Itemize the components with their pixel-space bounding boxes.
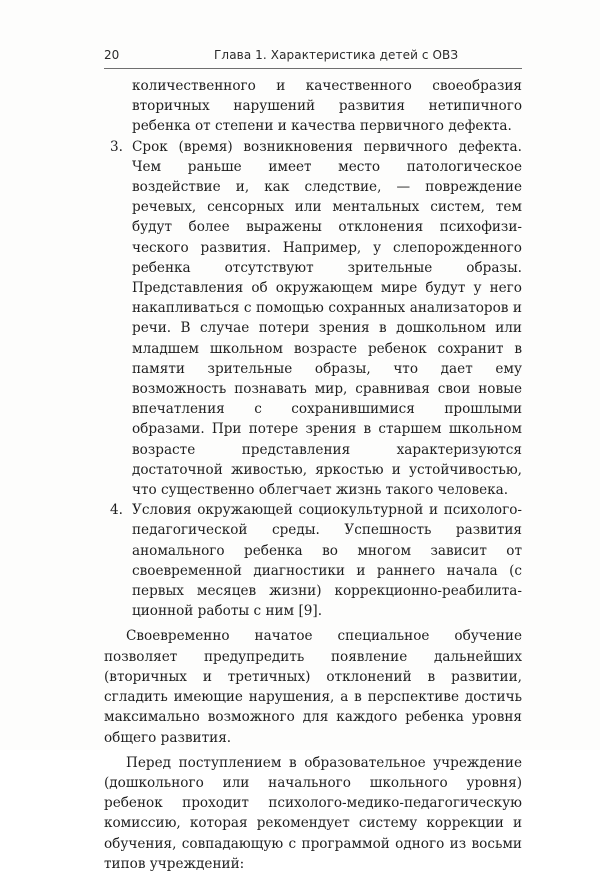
list-number: 3. bbox=[110, 138, 123, 155]
list-item-text: Срок (время) возникновения первичного дефекта. Чем раньше имеет место патологическое воздействие и, как следствие, — повреждение речевых, сенсорных или ментальных систем, тем будут более выражены отклонения психофизического развития. Например, у слепорожденного ребенка отсутствуют зрительные образы. Представления об окружающем мире будут у него накапливаться с помощью сохранных анализаторов и речи. В случае потери зрения в дошкольном или младшем школьном возрасте ребенок сохранит в памяти зрительные образы, что дает ему возможность познавать мир, сравнивая свои новые впечатления с сохранившимися прошлыми образами. При потере зрения в старшем школьном возрасте представления характеризуются достаточной живостью, яркостью и устойчивостью, что существенно облегчает жизнь такого человека. bbox=[132, 138, 522, 499]
list-item-text: Условия окружающей социокультурной и психолого-педагогической среды. Успешность развития аномального ребенка во многом зависит от своевременной диагностики и раннего начала (с первых месяцев жизни) коррекционно-реабилитационной работы с ним [9]. bbox=[132, 502, 522, 620]
body-text bbox=[104, 76, 522, 874]
chapter-title: Глава 1. Характеристика детей с ОВЗ bbox=[214, 48, 459, 62]
paragraph: Своевременно начатое специальное обучение позволяет предупредить появление дальнейших (вторичных и третичных) отклонений в развитии, сгладить имеющие нарушения, а в перспективе достичь максимально возможного для каждого ребенка уровня общего развития. bbox=[104, 628, 522, 746]
paragraph: Перед поступлением в образовательное учреждение (дошкольного или начального школьного уровня) ребенок проходит психолого-медико-педагогическую комиссию, которая рекомендует систему коррекции и обучения, совпадающую с программой одного из восьми типов учреждений: bbox=[104, 754, 522, 872]
list-item-4 bbox=[104, 500, 522, 621]
list-item-3 bbox=[104, 137, 522, 501]
continued-list-text: количественного и качественного своеобразия вторичных нарушений развития нетипичного ребенка от степени и качества первичного дефекта. bbox=[132, 78, 522, 135]
list-number: 4. bbox=[110, 502, 123, 519]
page-number: 20 bbox=[104, 48, 120, 62]
running-header bbox=[104, 42, 522, 69]
